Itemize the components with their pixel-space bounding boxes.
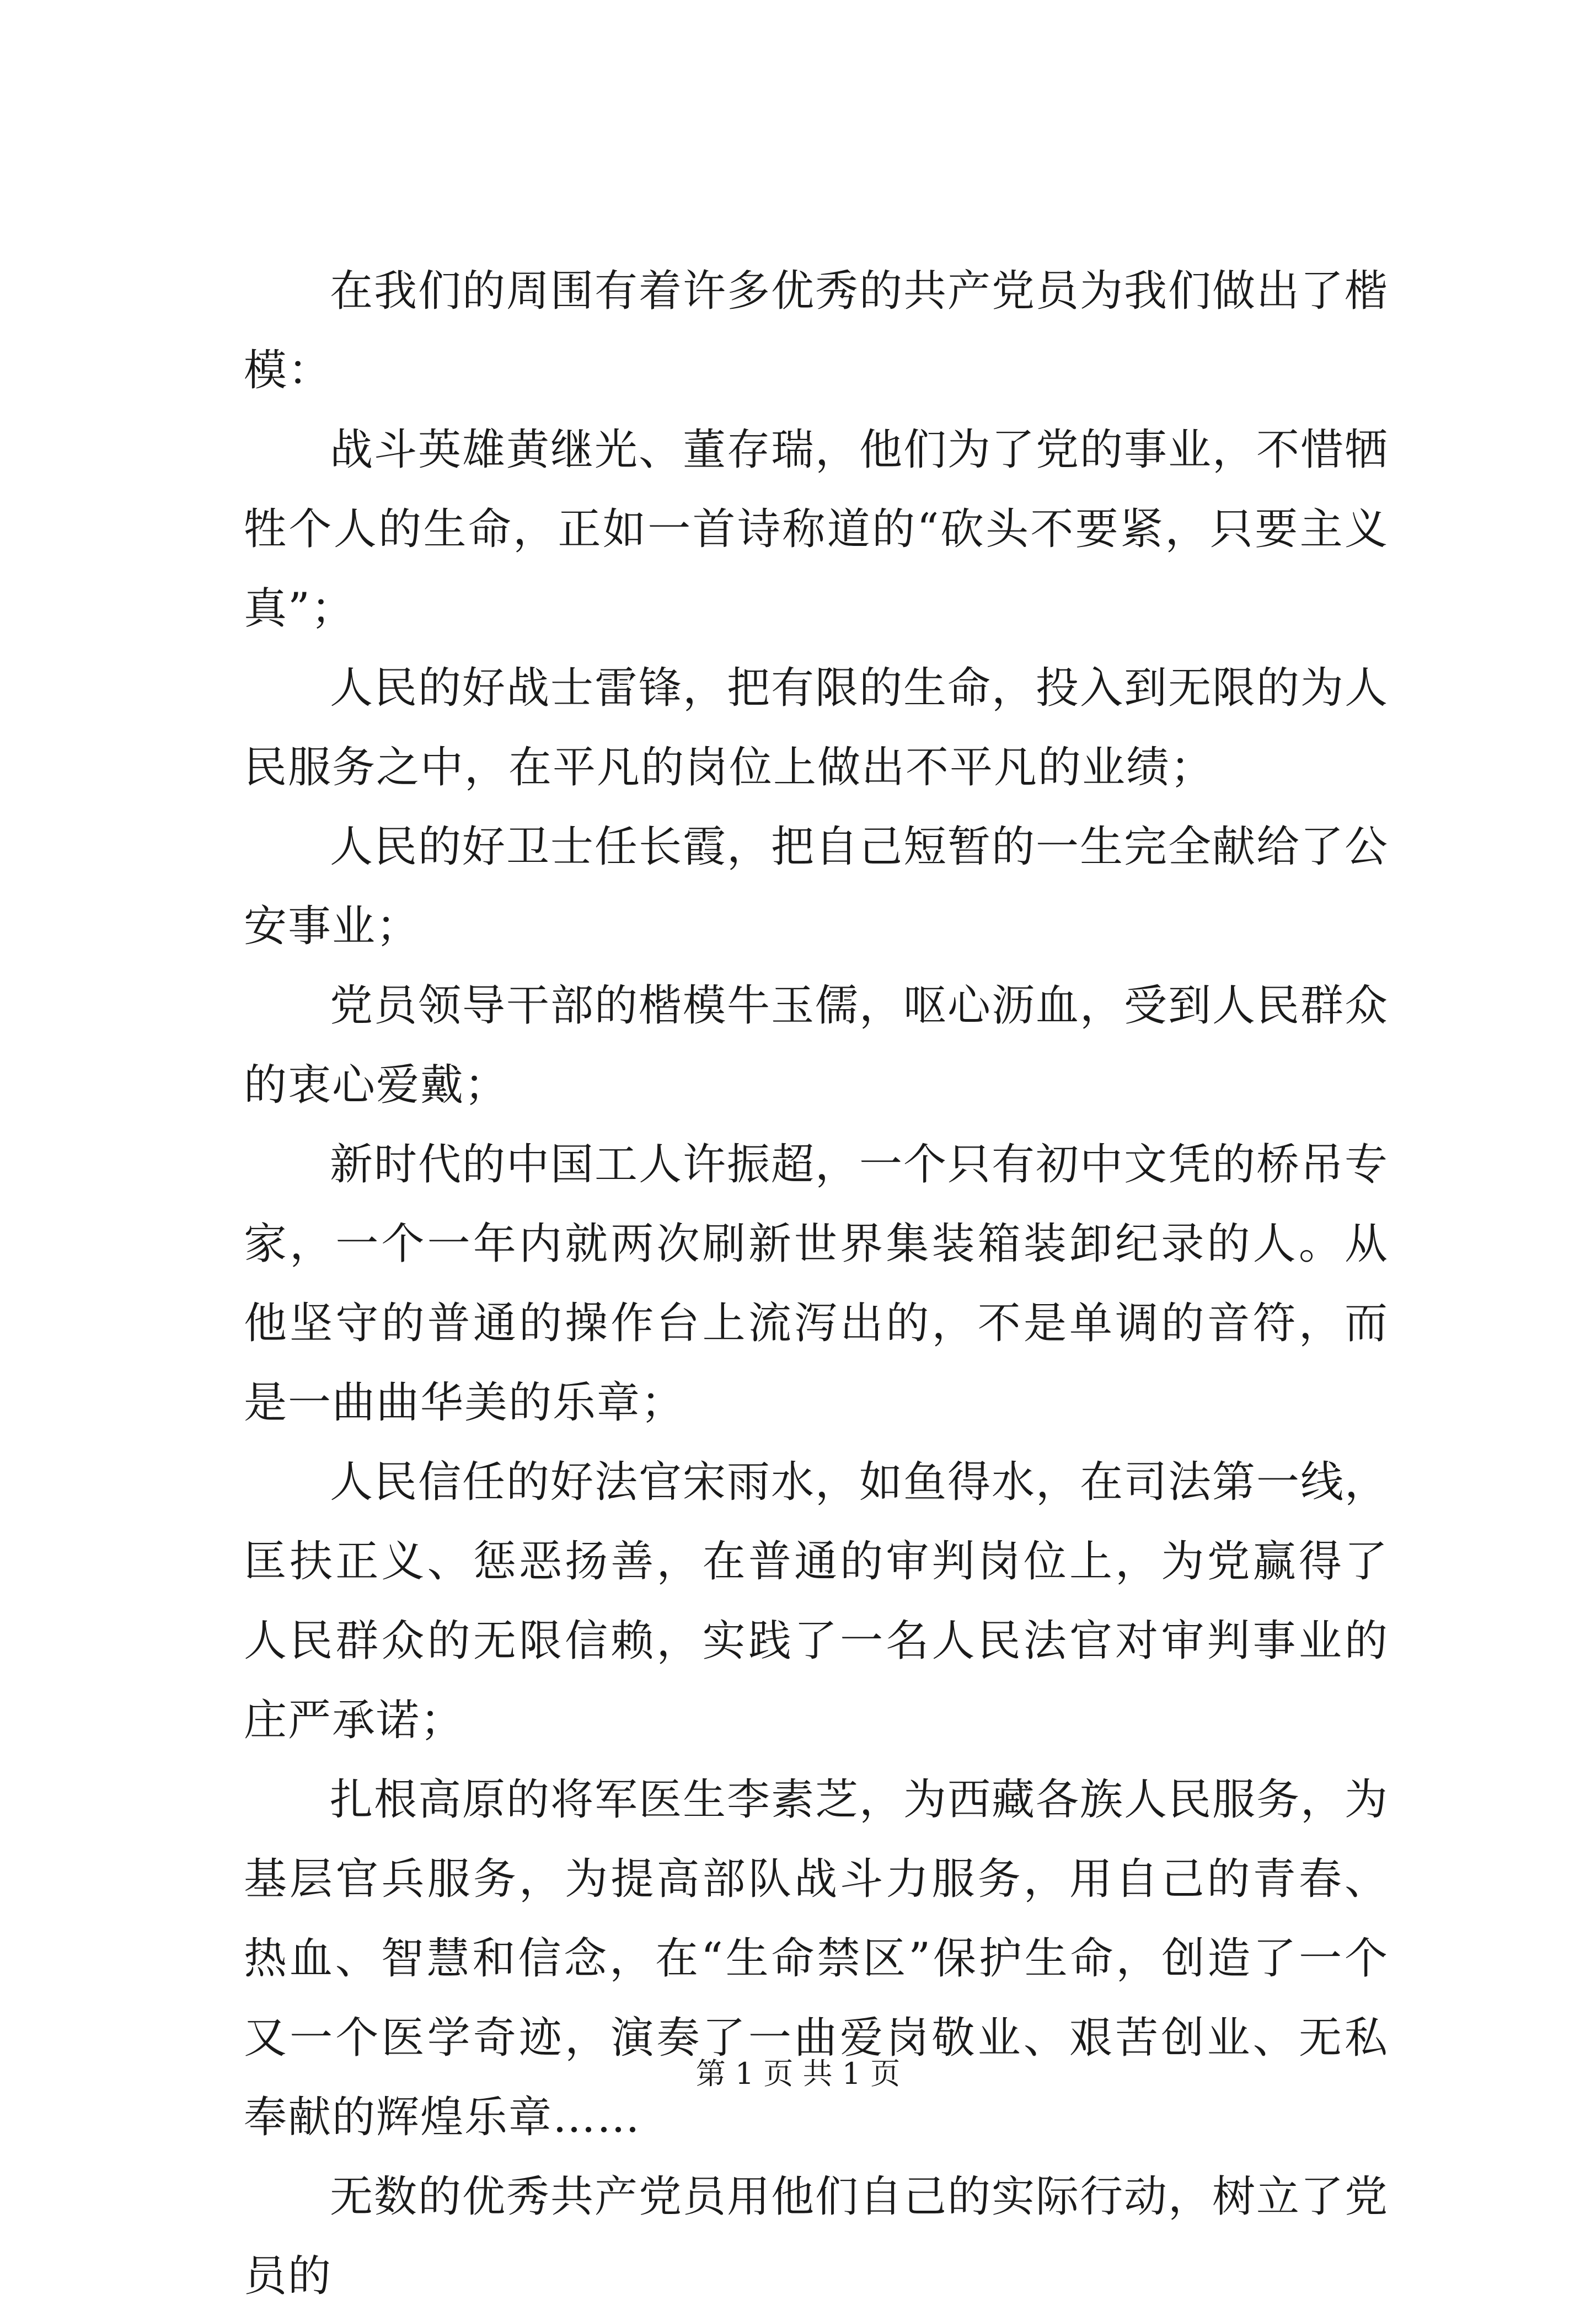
page-footer xyxy=(0,2055,1596,2093)
paragraph-3: 人民的好战士雷锋，把有限的生命，投入到无限的为人民服务之中，在平凡的岗位上做出不平凡的业绩； xyxy=(244,663,1389,792)
paragraph-6: 新时代的中国工人许振超，一个只有初中文凭的桥吊专家，一个一年内就两次刷新世界集装箱装卸纪录的人。从他坚守的普通的操作台上流泻出的，不是单调的音符，而是一曲曲华美的乐章； xyxy=(244,1140,1389,1428)
paragraph-8: 扎根高原的将军医生李素芝，为西藏各族人民服务，为基层官兵服务，为提高部队战斗力服务，用自己的青春、热血、智慧和信念，在“生命禁区”保护生命，创造了一个又一个医学奇迹，演奏了一曲爱岗敬业、艰苦创业、无私奉献的辉煌乐章…… xyxy=(244,1775,1389,2142)
document-body xyxy=(244,251,1389,2316)
paragraph-4: 人民的好卫士任长霞，把自己短暂的一生完全献给了公安事业； xyxy=(244,822,1389,951)
paragraph-5: 党员领导干部的楷模牛玉儒，呕心沥血，受到人民群众的衷心爱戴； xyxy=(244,981,1389,1110)
paragraph-7: 人民信任的好法官宋雨水，如鱼得水，在司法第一线，匡扶正义、惩恶扬善，在普通的审判岗位上，为党赢得了人民群众的无限信赖，实践了一名人民法官对审判事业的庄严承诺； xyxy=(244,1457,1389,1745)
paragraph-9: 无数的优秀共产党员用他们自己的实际行动，树立了党员的 xyxy=(244,2172,1389,2301)
page-number-label: 第 1 页 共 1 页 xyxy=(695,2056,901,2091)
paragraph-2: 战斗英雄黄继光、董存瑞，他们为了党的事业，不惜牺牲个人的生命，正如一首诗称道的“砍头不要紧，只要主义真”； xyxy=(244,425,1389,634)
paragraph-1: 在我们的周围有着许多优秀的共产党员为我们做出了楷模： xyxy=(244,266,1389,395)
